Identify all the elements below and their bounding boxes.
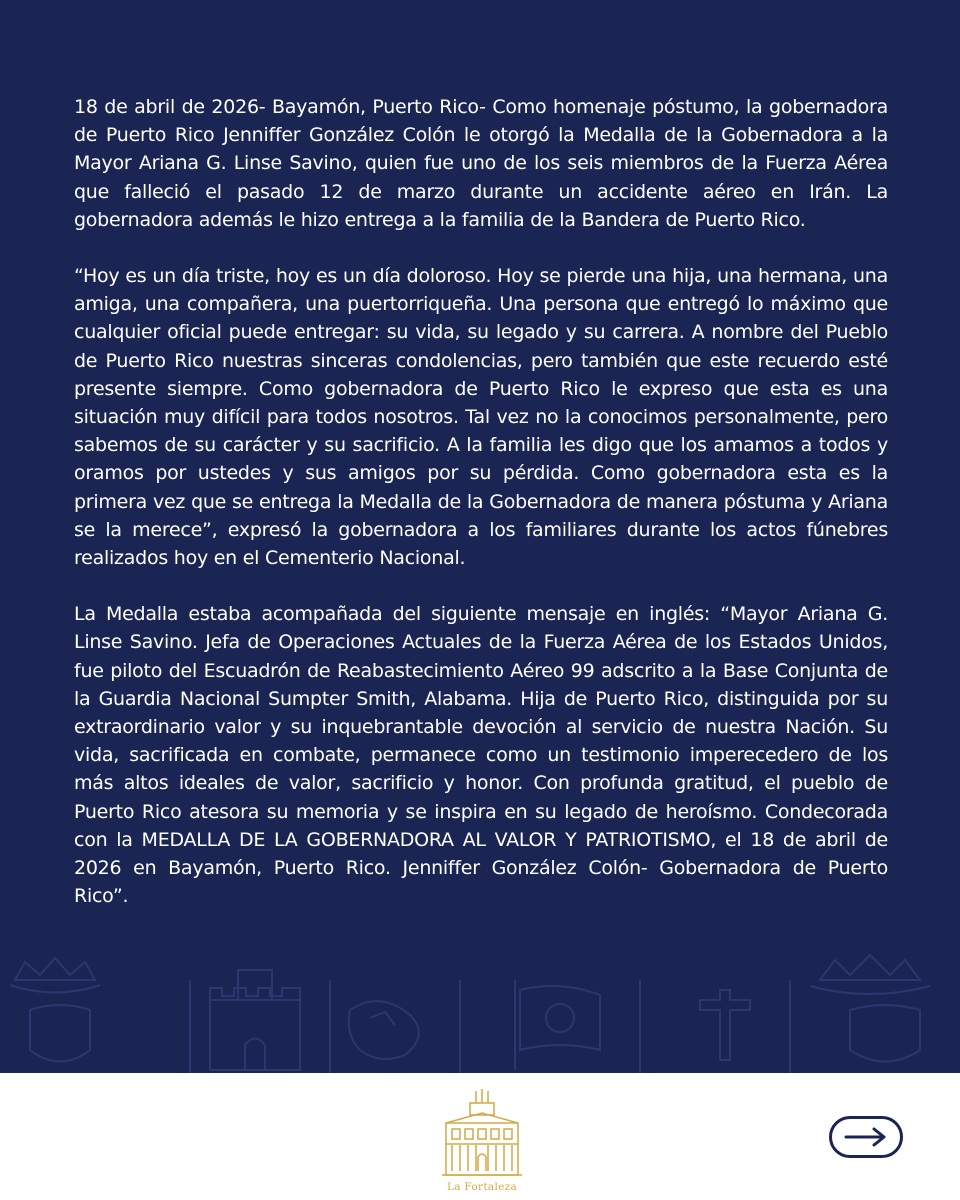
paragraph-2: “Hoy es un día triste, hoy es un día doloroso. Hoy se pierde una hija, una hermana, una amiga, una compañera, una puertorriqueña. Una persona que entregó lo máximo que cualquier oficial puede entregar: su vida, su legado y su carrera. A nombre del Pueblo de Puerto Rico nuestras sinceras condolencias, pero también que este recuerdo esté presente siempre. Como gobernadora de Puerto Rico le expreso que esta es una situación muy difícil para todos nosotros. Tal vez no la conocimos personalmente, pero sabemos de su carácter y su sacrificio. A la familia les digo que los amamos a todos y oramos por ustedes y sus amigos por su pérdida. Como gobernadora esta es la primera vez que se entrega la Medalla de la Gobernadora de manera póstuma y Ariana se la merece”, expresó la gobernadora a los familiares durante los actos fúnebres realizados hoy en el Cementerio Nacional. [74, 265, 888, 570]
la-fortaleza-logo [440, 1087, 524, 1197]
footer-bar [0, 1073, 960, 1200]
building-icon [440, 1087, 524, 1179]
logo-text: La Fortaleza [446, 1181, 518, 1193]
heraldic-watermark [0, 940, 960, 1073]
next-button[interactable] [829, 1116, 903, 1158]
paragraph-1: 18 de abril de 2026- Bayamón, Puerto Rico- Como homenaje póstumo, la gobernadora de Puerto Rico Jenniffer González Colón le otorgó la Medalla de la Gobernadora a la Mayor Ariana G. Linse Savino, quien fue uno de los seis miembros de la Fuerza Aérea que falleció el pasado 12 de marzo durante un accidente aéreo en Irán. La gobernadora además le hizo entrega a la familia de la Bandera de Puerto Rico. [74, 96, 888, 231]
article-body [74, 93, 888, 938]
paragraph-3: La Medalla estaba acompañada del siguiente mensaje en inglés: “Mayor Ariana G. Linse Savino. Jefa de Operaciones Actuales de la Fuerza Aérea de los Estados Unidos, fue piloto del Escuadrón de Reabastecimiento Aéreo 99 adscrito a la Base Conjunta de la Guardia Nacional Sumpter Smith, Alabama. Hija de Puerto Rico, distinguida por su extraordinario valor y su inquebrantable devoción al servicio de nuestra Nación. Su vida, sacrificada en combate, permanece como un testimonio imperecedero de los más altos ideales de valor, sacrificio y honor. Con profunda gratitud, el pueblo de Puerto Rico atesora su memoria y se inspira en su legado de heroísmo. Condecorada con la MEDALLA DE LA GOBERNADORA AL VALOR Y PATRIOTISMO, el 18 de abril de 2026 en Bayamón, Puerto Rico. Jenniffer González Colón- Gobernadora de Puerto Rico”. [74, 603, 888, 908]
arrow-right-icon [842, 1126, 890, 1148]
